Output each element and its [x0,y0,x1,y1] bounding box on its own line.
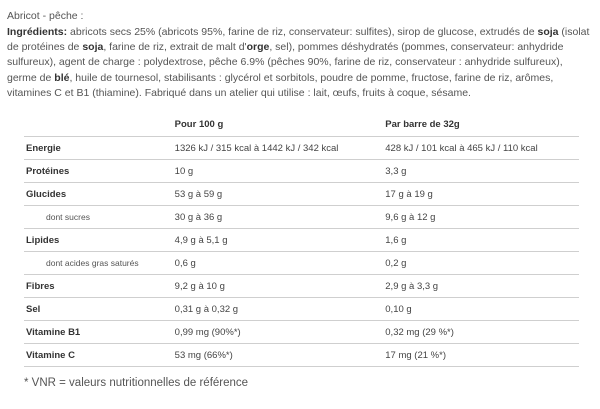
table-row [24,160,579,183]
footnote: * VNR = valeurs nutritionnelles de référence [24,377,249,389]
header-nutrient [24,112,173,137]
nutrient-label: Protéines [24,160,173,183]
ingredient-text: , farine de riz, extrait de malt d' [103,41,247,54]
ingredient-highlight: Ingrédients: [7,26,68,38]
value-per-bar: 9,6 g à 12 g [383,206,579,229]
ingredient-text: , sel), pommes déshydratés (pommes, conservateur: anhydride sulfureux), agent de charge : polydextrose, pêche 6.9% (pêches 90%, farine de riz, conservateur : anhydride sulfureux), germe de [7,41,564,84]
ingredient-highlight: blé [54,71,70,84]
table-row [24,275,579,298]
value-per-bar: 17 g à 19 g [383,183,579,206]
table-row [24,206,579,229]
table-header-row [24,112,579,137]
table-row [24,321,579,344]
nutrient-label: Glucides [24,183,173,206]
value-per-bar: 2,9 g à 3,3 g [383,275,579,298]
value-per-bar: 0,32 mg (29 %*) [383,321,579,344]
ingredient-text: (isolat de protéines de [7,26,590,54]
value-per-bar: 0,2 g [383,252,579,275]
ingredients-paragraph [7,25,592,101]
value-per-bar: 428 kJ / 101 kcal à 465 kJ / 110 kcal [383,137,579,160]
nutrient-label: dont acides gras saturés [24,252,173,275]
nutrient-label: Vitamine B1 [24,321,173,344]
value-per-bar: 17 mg (21 %*) [383,344,579,367]
ingredient-text: , huile de tournesol, stabilisants : glycérol et sorbitols, poudre de pomme, fructose, farine de riz, arômes, vitamines C et B1 (thiamine). Fabriqué dans un atelier qui utilise : lait, œufs, fruits à coque, sésame. [7,71,554,99]
table-row [24,344,579,367]
nutrient-label: Lipides [24,229,173,252]
table-row [24,298,579,321]
value-per-bar: 3,3 g [383,160,579,183]
nutrient-label: Vitamine C [24,344,173,367]
table-row [24,183,579,206]
value-per-100g: 1326 kJ / 315 kcal à 1442 kJ / 342 kcal [173,137,384,160]
value-per-100g: 4,9 g à 5,1 g [173,229,384,252]
table-row [24,137,579,160]
value-per-100g: 9,2 g à 10 g [173,275,384,298]
table-row [24,252,579,275]
value-per-100g: 10 g [173,160,384,183]
ingredient-highlight: soja [537,26,559,38]
nutrient-label: Fibres [24,275,173,298]
value-per-bar: 1,6 g [383,229,579,252]
nutrient-label: Energie [24,137,173,160]
value-per-100g: 53 mg (66%*) [173,344,384,367]
product-variant-title: Abricot - pêche : [7,10,84,22]
value-per-100g: 53 g à 59 g [173,183,384,206]
table-row [24,229,579,252]
header-per-bar: Par barre de 32g [383,112,579,137]
value-per-100g: 30 g à 36 g [173,206,384,229]
value-per-bar: 0,10 g [383,298,579,321]
header-per-100g: Pour 100 g [173,112,384,137]
ingredient-text: abricots secs 25% (abricots 95%, farine de riz, conservateur: sulfites), sirop de glucose, extrudés de [67,26,538,38]
value-per-100g: 0,99 mg (90%*) [173,321,384,344]
ingredient-highlight: soja [82,41,104,54]
nutrient-label: Sel [24,298,173,321]
value-per-100g: 0,31 g à 0,32 g [173,298,384,321]
nutrient-label: dont sucres [24,206,173,229]
nutrition-table [24,112,579,367]
ingredient-highlight: orge [246,41,270,54]
value-per-100g: 0,6 g [173,252,384,275]
